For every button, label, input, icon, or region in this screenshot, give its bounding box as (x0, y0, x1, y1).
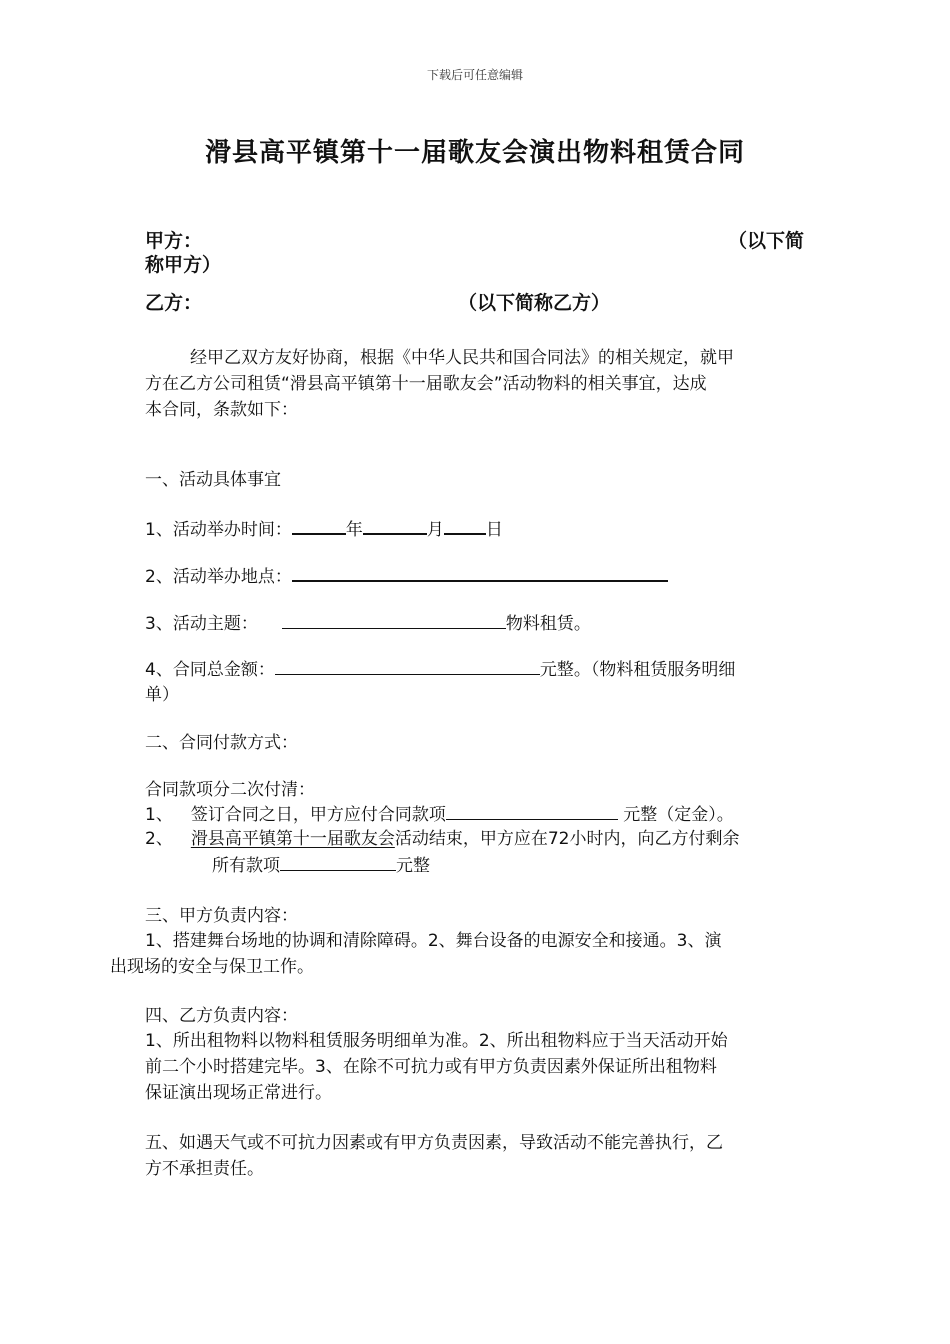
payment-item-2-line2: 所有款项 (212, 856, 280, 876)
intro-line-1: 经甲乙双方友好协商，根据《中华人民共和国合同法》的相关规定，就甲 (190, 348, 734, 368)
event-name: 滑县高平镇第十一届歌友会 (190, 829, 395, 849)
section4-line-2: 前二个小时搭建完毕。3、在除不可抗力或有甲方负责因素外保证所出租物料 (145, 1057, 717, 1077)
contract-amount-suffix: 元整。（物料租赁服务明细 (539, 660, 736, 680)
section3-line-1: 1、搭建舞台场地的协调和清除障碍。2、舞台设备的电源安全和接通。3、演 (145, 931, 722, 951)
section4-heading: 四、乙方负责内容： (145, 1006, 298, 1026)
activity-time-label: 1、活动举办时间： (145, 520, 292, 540)
payment-item-1-text: 签订合同之日，甲方应付合同款项 (190, 805, 446, 825)
section3-line-2: 出现场的安全与保卫工作。 (110, 957, 314, 977)
place-blank[interactable] (292, 562, 668, 582)
section3-heading: 三、甲方负责内容： (145, 906, 298, 926)
section4-line-3: 保证演出现场正常进行。 (145, 1083, 332, 1103)
payment-item-1 (145, 801, 734, 828)
party-a-label: 甲方： (145, 230, 203, 252)
month-label: 月 (426, 520, 444, 540)
activity-theme-row (145, 610, 591, 637)
activity-theme-suffix: 物料租赁。 (505, 614, 591, 634)
payment-item-2 (145, 826, 739, 852)
payment-item-2-suffix: 元整 (396, 856, 430, 876)
contract-amount-label: 4、合同总金额： (145, 660, 275, 680)
party-b-suffix: （以下简称乙方） (458, 292, 611, 314)
day-blank[interactable] (444, 515, 486, 535)
activity-place-row (145, 562, 668, 590)
amount-blank[interactable] (275, 656, 540, 675)
payment-item-2-num: 2、 (145, 829, 173, 849)
section2-heading: 二、合同付款方式： (145, 733, 298, 753)
activity-place-label: 2、活动举办地点： (145, 567, 292, 587)
header-note: 下载后可任意编辑 (426, 68, 523, 82)
section4-line-1: 1、所出租物料以物料租赁服务明细单为准。2、所出租物料应于当天活动开始 (145, 1031, 728, 1051)
party-a-suffix-cont: 称甲方） (145, 254, 222, 276)
deposit-blank[interactable] (446, 801, 618, 820)
day-label: 日 (485, 520, 503, 540)
month-blank[interactable] (363, 515, 427, 535)
activity-time-row (145, 515, 503, 543)
payment-item-1-suffix: 元整（定金）。 (617, 805, 734, 825)
activity-theme-label: 3、活动主题： (145, 614, 258, 634)
page-title: 滑县高平镇第十一届歌友会演出物料租赁合同 (204, 138, 745, 168)
balance-blank[interactable] (280, 852, 396, 871)
section1-heading: 一、活动具体事宜 (145, 470, 281, 490)
theme-blank[interactable] (282, 610, 506, 629)
contract-amount-suffix-cont: 单） (145, 685, 179, 705)
year-label: 年 (345, 520, 363, 540)
party-a-suffix: （以下简 (728, 230, 805, 252)
year-blank[interactable] (292, 515, 346, 535)
intro-line-2: 方在乙方公司租赁“滑县高平镇第十一届歌友会”活动物料的相关事宜，达成 (145, 374, 707, 394)
section5-line-2: 方不承担责任。 (145, 1159, 264, 1179)
payment-item-2-text: 活动结束，甲方应在72小时内，向乙方付剩余 (394, 829, 740, 849)
payment-item-1-num: 1、 (145, 805, 173, 825)
party-b-label: 乙方： (145, 292, 203, 314)
contract-amount-row (145, 656, 735, 683)
payment-item-2-cont (212, 852, 430, 879)
intro-line-3: 本合同，条款如下： (145, 400, 298, 420)
payment-intro: 合同款项分二次付清： (145, 780, 315, 800)
section5-line-1: 五、如遇天气或不可抗力因素或有甲方负责因素，导致活动不能完善执行，乙 (145, 1133, 723, 1153)
